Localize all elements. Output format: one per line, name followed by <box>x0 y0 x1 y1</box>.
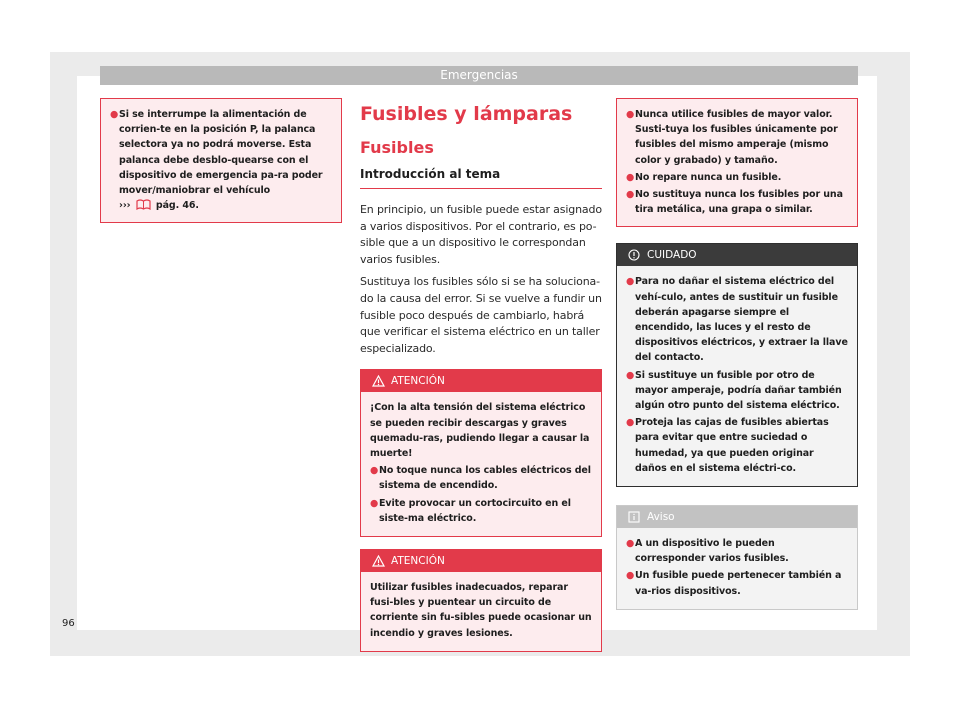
bullet-dot-icon: ● <box>370 497 379 509</box>
bullet-dot-icon: ● <box>626 189 635 201</box>
caution-label: CUIDADO <box>647 249 697 262</box>
note-callout <box>616 505 858 610</box>
warning-callout-header <box>361 370 601 392</box>
bullet-dot-icon: ● <box>626 276 635 288</box>
caution-callout <box>616 243 858 487</box>
cross-reference-page[interactable]: pág. 46. <box>155 200 199 212</box>
bullet-item <box>626 415 848 476</box>
warning-label: ATENCIÓN <box>391 375 445 388</box>
subsection-title: Fusibles <box>360 138 434 157</box>
warning-callout-body <box>361 572 601 651</box>
section-title: Fusibles y lámparas <box>360 103 573 125</box>
bullet-text: No toque nunca los cables eléctricos del sistema de encendido. <box>379 465 591 492</box>
bullet-dot-icon: ● <box>626 570 635 582</box>
caution-callout-header <box>617 244 857 266</box>
note-icon <box>627 510 641 524</box>
bullet-item <box>626 170 848 185</box>
warning-triangle-icon <box>371 374 385 388</box>
note-callout-header <box>617 506 857 528</box>
warning-continuation-box <box>616 98 858 227</box>
note-callout-body <box>617 528 857 609</box>
bullet-dot-icon: ● <box>626 369 635 381</box>
bullet-item <box>110 107 332 213</box>
bullet-text: Para no dañar el sistema eléctrico del vehí-culo, antes de sustituir un fusible deberán apagarse siempre el encendido, las luces y el resto de dispositivos eléctricos, y extraer la llave del contacto. <box>635 276 848 364</box>
warning-intro: ¡Con la alta tensión del sistema eléctrico se pueden recibir descargas y graves quemadu-ras, pudiendo llegar a causar la muerte! <box>370 402 590 459</box>
bullet-text: Evite provocar un cortocircuito en el siste-ma eléctrico. <box>379 497 571 524</box>
bullet-item <box>626 536 848 566</box>
bullet-dot-icon: ● <box>626 109 635 120</box>
bullet-dot-icon: ● <box>370 465 379 477</box>
bullet-item <box>626 187 848 217</box>
bullet-text: Nunca utilice fusibles de mayor valor. Susti-tuya los fusibles únicamente por fusibles del mismo amperaje (mismo color y grabado) y tamaño. <box>635 109 838 166</box>
caution-callout-body <box>617 266 857 486</box>
book-icon <box>136 199 151 209</box>
warning-label: ATENCIÓN <box>391 554 445 567</box>
warning-callout-body <box>361 392 601 536</box>
body-paragraph: Sustituya los fusibles sólo si se ha soluciona-do la causa del error. Si se vuelve a fundir un fusible poco después de cambiarlo, habrá que verificar el sistema eléctrico en un taller especializado. <box>360 275 602 355</box>
bullet-text: Un fusible puede pertenecer también a va-rios dispositivos. <box>635 570 842 597</box>
bullet-dot-icon: ● <box>110 109 119 120</box>
bullet-dot-icon: ● <box>626 171 635 183</box>
warning-intro: Utilizar fusibles inadecuados, reparar fusi-bles y puentear un circuito de corriente sin fu-sibles puede ocasionar un incendio y graves lesiones. <box>370 581 592 639</box>
bullet-item <box>626 107 848 168</box>
warning-callout <box>360 549 602 652</box>
bullet-dot-icon: ● <box>626 538 635 550</box>
note-label: Aviso <box>647 511 675 524</box>
warning-triangle-icon <box>371 554 385 568</box>
page-number: 96 <box>62 618 75 629</box>
bullet-text: Proteja las cajas de fusibles abiertas para evitar que entre suciedad o humedad, ya que pueden originar daños en el sistema eléctri-co. <box>635 417 829 474</box>
bullet-item <box>626 368 848 414</box>
column-middle <box>360 98 602 652</box>
bullet-text: Si sustituye un fusible por otro de mayor amperaje, podría dañar también algún otro punto del sistema eléctrico. <box>635 369 842 412</box>
info-circle-icon <box>627 248 641 262</box>
warning-callout <box>360 369 602 537</box>
bullet-dot-icon: ● <box>626 417 635 429</box>
warning-callout-header <box>361 550 601 572</box>
warning-continuation-box <box>100 98 342 223</box>
bullet-item <box>626 274 848 365</box>
body-paragraph: En principio, un fusible puede estar asignado a varios dispositivos. Por el contrario, es po-sible que a un dispositivo le correspondan varios fusibles. <box>360 203 602 266</box>
bullet-text: No sustituya nunca los fusibles por una tira metálica, una grapa o similar. <box>635 189 843 216</box>
column-left <box>100 98 342 223</box>
cross-reference-arrows: ››› <box>119 200 131 212</box>
bullet-text: A un dispositivo le pueden corresponder varios fusibles. <box>635 538 789 565</box>
bullet-item <box>370 496 592 526</box>
bullet-text: No repare nunca un fusible. <box>635 171 782 183</box>
chapter-header: Emergencias <box>100 66 858 85</box>
bullet-text: Si se interrumpe la alimentación de corrien-te en la posición P, la palanca selectora ya no podrá moverse. Esta palanca debe desblo-quearse con el dispositivo de emergencia pa-ra poder mover/maniobrar el vehículo <box>119 109 323 197</box>
column-right <box>616 98 858 610</box>
topic-heading: Introducción al tema <box>360 166 602 189</box>
bullet-item <box>370 463 592 493</box>
bullet-item <box>626 568 848 598</box>
